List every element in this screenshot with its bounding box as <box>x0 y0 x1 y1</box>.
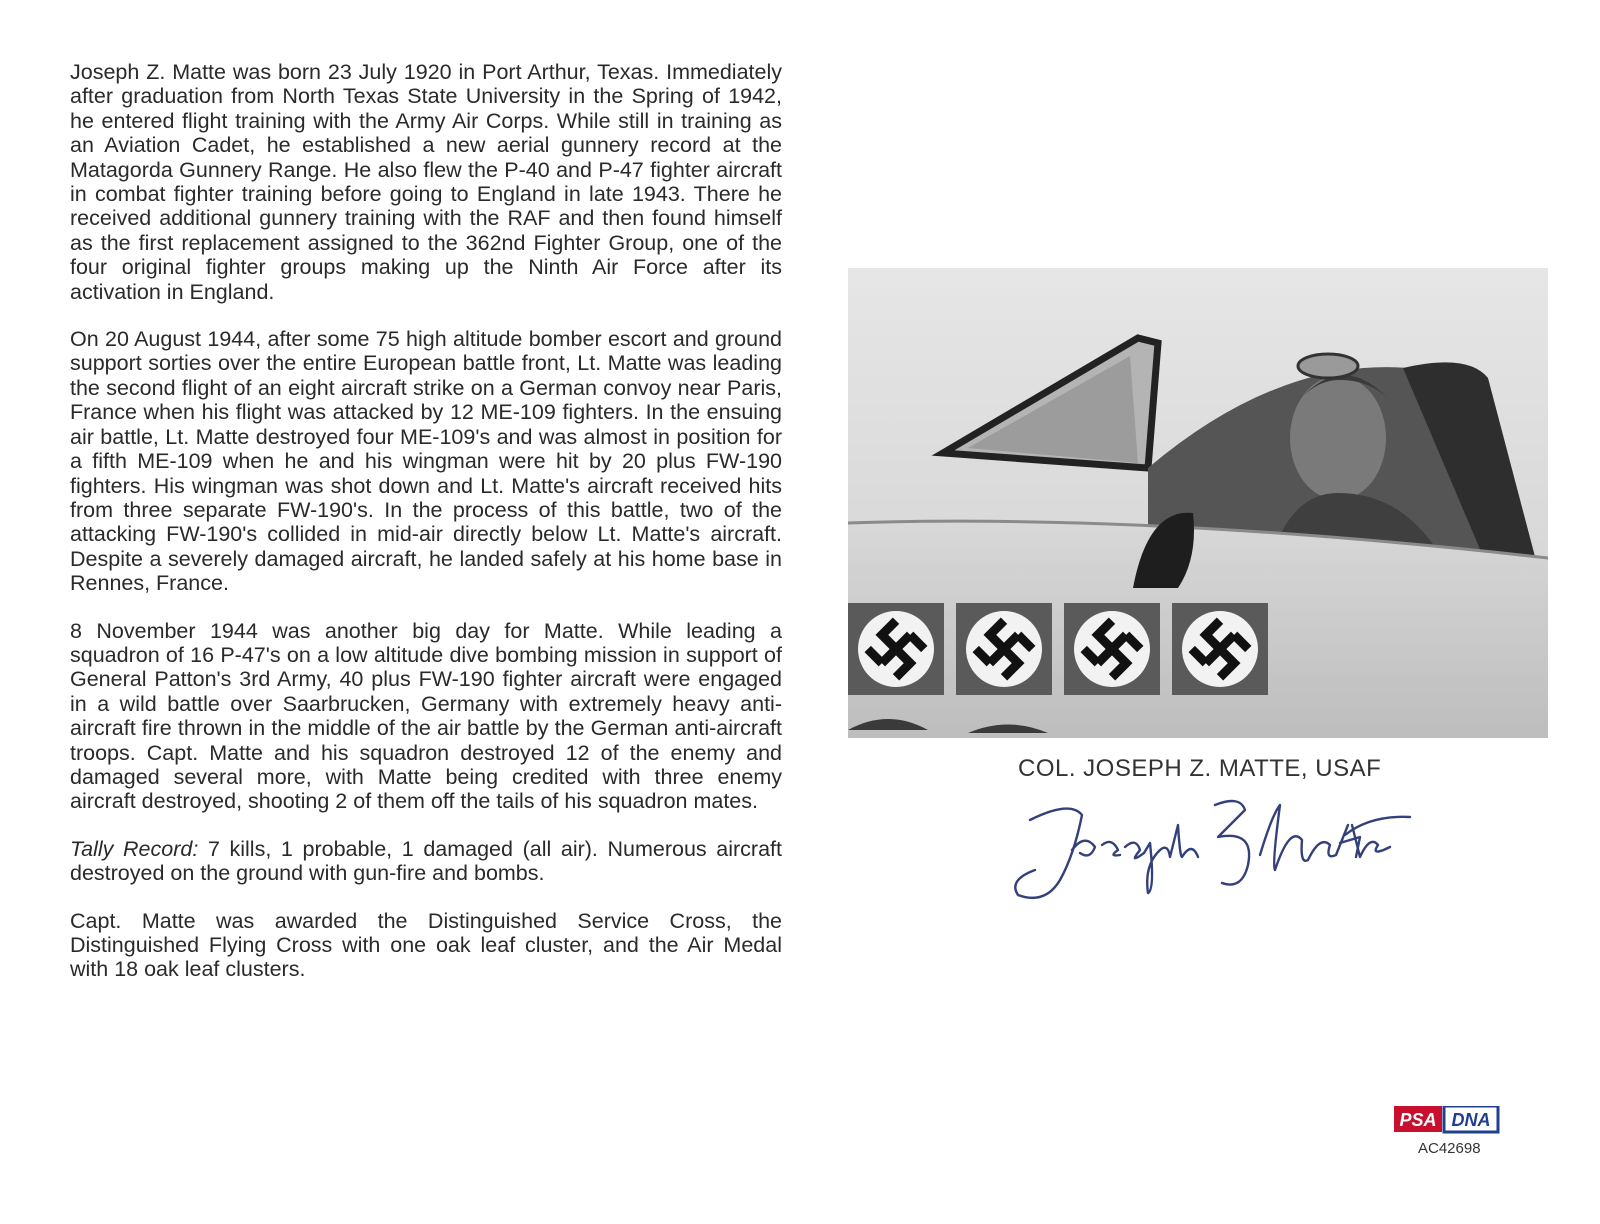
kill-marking <box>956 603 1052 695</box>
svg-text:PSA: PSA <box>1399 1110 1437 1130</box>
photo-caption: COL. JOSEPH Z. MATTE, USAF <box>1018 755 1382 782</box>
awards-paragraph: Capt. Matte was awarded the Distinguished Service Cross, the Distinguished Flying Cross with one oak leaf cluster, and the Air Medal with 18 oak leaf clusters. <box>70 908 782 982</box>
psa-dna-logo-mark <box>1394 1106 1500 1134</box>
kill-marking <box>848 603 944 695</box>
pilot-head <box>1290 376 1386 500</box>
pilot-cockpit-image <box>848 268 1548 738</box>
bio-paragraph-1: Joseph Z. Matte was born 23 July 1920 in Port Arthur, Texas. Immediately after graduation from North Texas State University in the Spring of 1942, he entered flight training with the Army Air Corps. While still in training as an Aviation Cadet, he established a new aerial gunnery record at the Matagorda Gunnery Range. He also flew the P-40 and P-47 fighter aircraft in combat fighter training before going to England in late 1943. There he received additional gunnery training with the RAF and then found himself as the first replacement assigned to the 362nd Fighter Group, one of the four original fighter groups making up the Ninth Air Force after its activation in England. <box>70 60 782 304</box>
svg-text:DNA: DNA <box>1451 1110 1491 1130</box>
certification-number: AC42698 <box>1418 1140 1481 1157</box>
autograph-signature <box>1010 795 1430 925</box>
bio-paragraph-3: 8 November 1944 was another big day for Matte. While leading a squadron of 16 P-47's on a low altitude dive bombing mission in support of General Patton's 3rd Army, 40 plus FW-190 fighter aircraft were engaged in a wild battle over Saarbrucken, Germany with extremely heavy anti-aircraft fire thrown in the middle of the air battle by the German anti-aircraft troops. Capt. Matte and his squadron destroyed 12 of the enemy and damaged several more, with Matte being credited with three enemy aircraft destroyed, shooting 2 of them off the tails of his squadron mates. <box>70 618 782 814</box>
kill-marking <box>1172 603 1268 695</box>
signature-drawing <box>1010 795 1430 925</box>
tally-label: Tally Record: <box>70 836 199 861</box>
bio-paragraph-2: On 20 August 1944, after some 75 high altitude bomber escort and ground support sorties over the entire European battle front, Lt. Matte was leading the second flight of an eight aircraft strike on a German convoy near Paris, France when his flight was attacked by 12 ME-109 fighters. In the ensuing air battle, Lt. Matte destroyed four ME-109's and was almost in position for a fifth ME-109 when he and his wingman were hit by 20 plus FW-190 fighters. His wingman was shot down and Lt. Matte's aircraft received hits from three separate FW-190's. In the process of this battle, two of the attacking FW-190's collided in mid-air directly below Lt. Matte's aircraft. Despite a severely damaged aircraft, he landed safely at his home base in Rennes, France. <box>70 327 782 596</box>
kill-marking <box>1064 603 1160 695</box>
tally-text: 7 kills, 1 probable, 1 damaged (all air). Numerous aircraft destroyed on the ground with gun-fire and bombs. <box>70 836 783 886</box>
goggles <box>1298 354 1358 378</box>
psa-dna-logo <box>1394 1106 1500 1134</box>
biography-text <box>70 60 782 1005</box>
pilot-photo <box>848 268 1548 738</box>
tally-record <box>70 837 782 886</box>
